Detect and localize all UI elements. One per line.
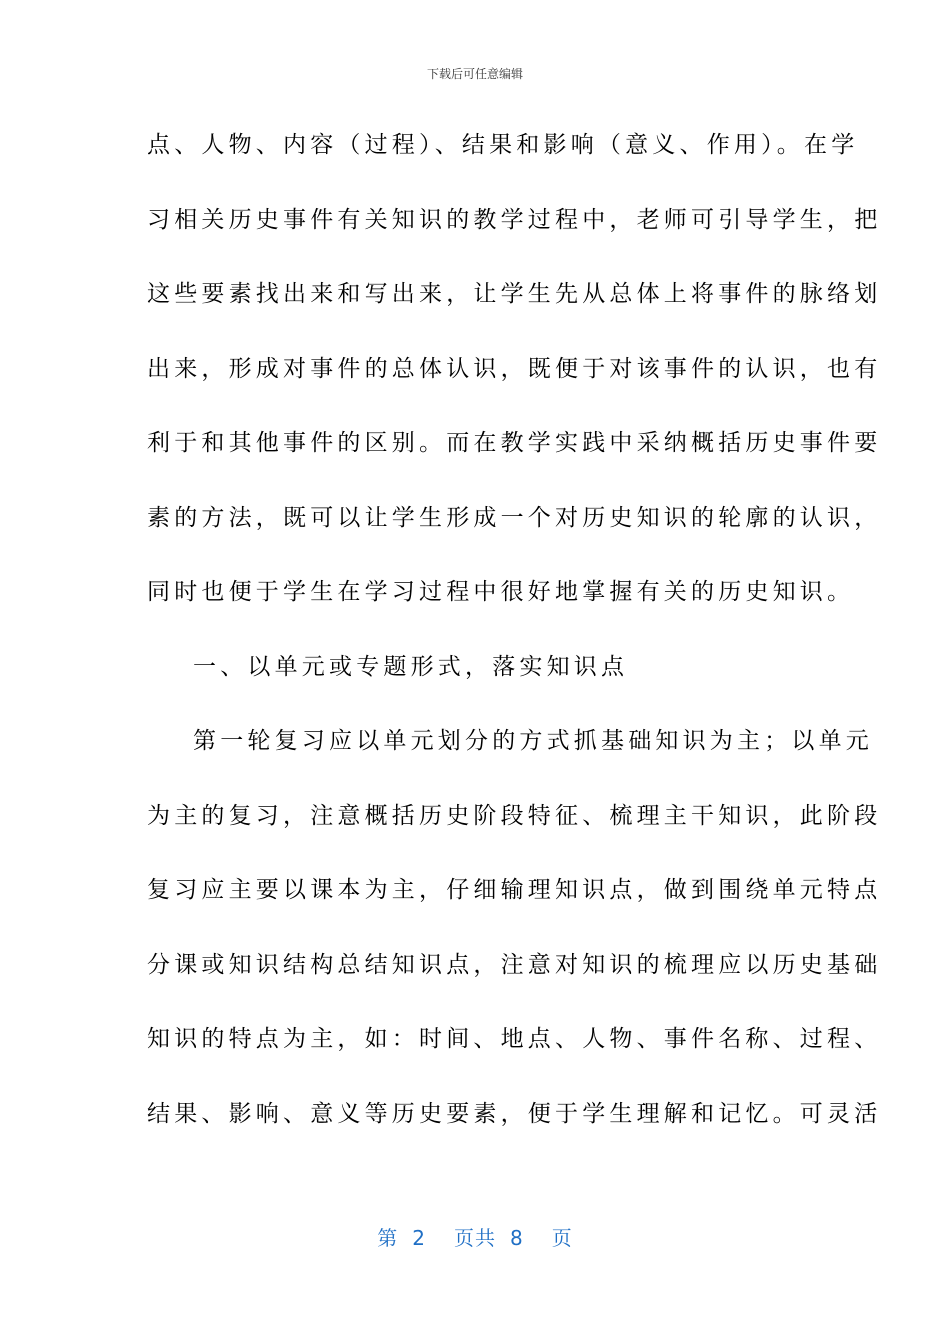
page-header: 下载后可任意编辑 bbox=[426, 67, 523, 81]
text-line: 利于和其他事件的区别。而在教学实践中采纳概括历史事件要 bbox=[147, 430, 882, 456]
text-line: 出来，形成对事件的总体认识，既便于对该事件的认识，也有 bbox=[147, 355, 882, 382]
footer-page-number: 2 bbox=[412, 1226, 426, 1250]
footer-total-pages: 8 bbox=[510, 1226, 524, 1250]
text-line: 这些要素找出来和写出来，让学生先从总体上将事件的脉络划 bbox=[147, 281, 882, 307]
text-line: 同时也便于学生在学习过程中很好地掌握有关的历史知识。 bbox=[147, 579, 855, 605]
text-line: 结果、影响、意义等历史要素，便于学生理解和记忆。可灵活 bbox=[147, 1100, 882, 1127]
text-line: 复习应主要以课本为主，仔细输理知识点，做到围绕单元特点 bbox=[147, 877, 882, 903]
section-heading: 一、以单元或专题形式，落实知识点 bbox=[193, 653, 629, 680]
text-line: 为主的复习，注意概括历史阶段特征、梳理主干知识，此阶段 bbox=[147, 802, 882, 829]
text-line: 习相关历史事件有关知识的教学过程中，老师可引导学生，把 bbox=[147, 206, 882, 233]
text-line: 点、人物、内容（过程）、结果和影响（意义、作用）。在学 bbox=[147, 132, 859, 158]
page-footer bbox=[0, 1224, 950, 1252]
text-line: 知识的特点为主，如：时间、地点、人物、事件名称、过程、 bbox=[147, 1026, 882, 1052]
footer-suffix: 页 bbox=[551, 1226, 573, 1250]
text-line: 分课或知识结构总结知识点，注意对知识的梳理应以历史基础 bbox=[147, 951, 882, 978]
text-line: 第一轮复习应以单元划分的方式抓基础知识为主；以单元 bbox=[193, 728, 873, 754]
text-line: 素的方法，既可以让学生形成一个对历史知识的轮廓的认识， bbox=[147, 504, 882, 531]
footer-prefix: 第 bbox=[377, 1226, 399, 1250]
footer-middle: 页共 bbox=[454, 1226, 496, 1250]
document-body bbox=[147, 118, 882, 1161]
